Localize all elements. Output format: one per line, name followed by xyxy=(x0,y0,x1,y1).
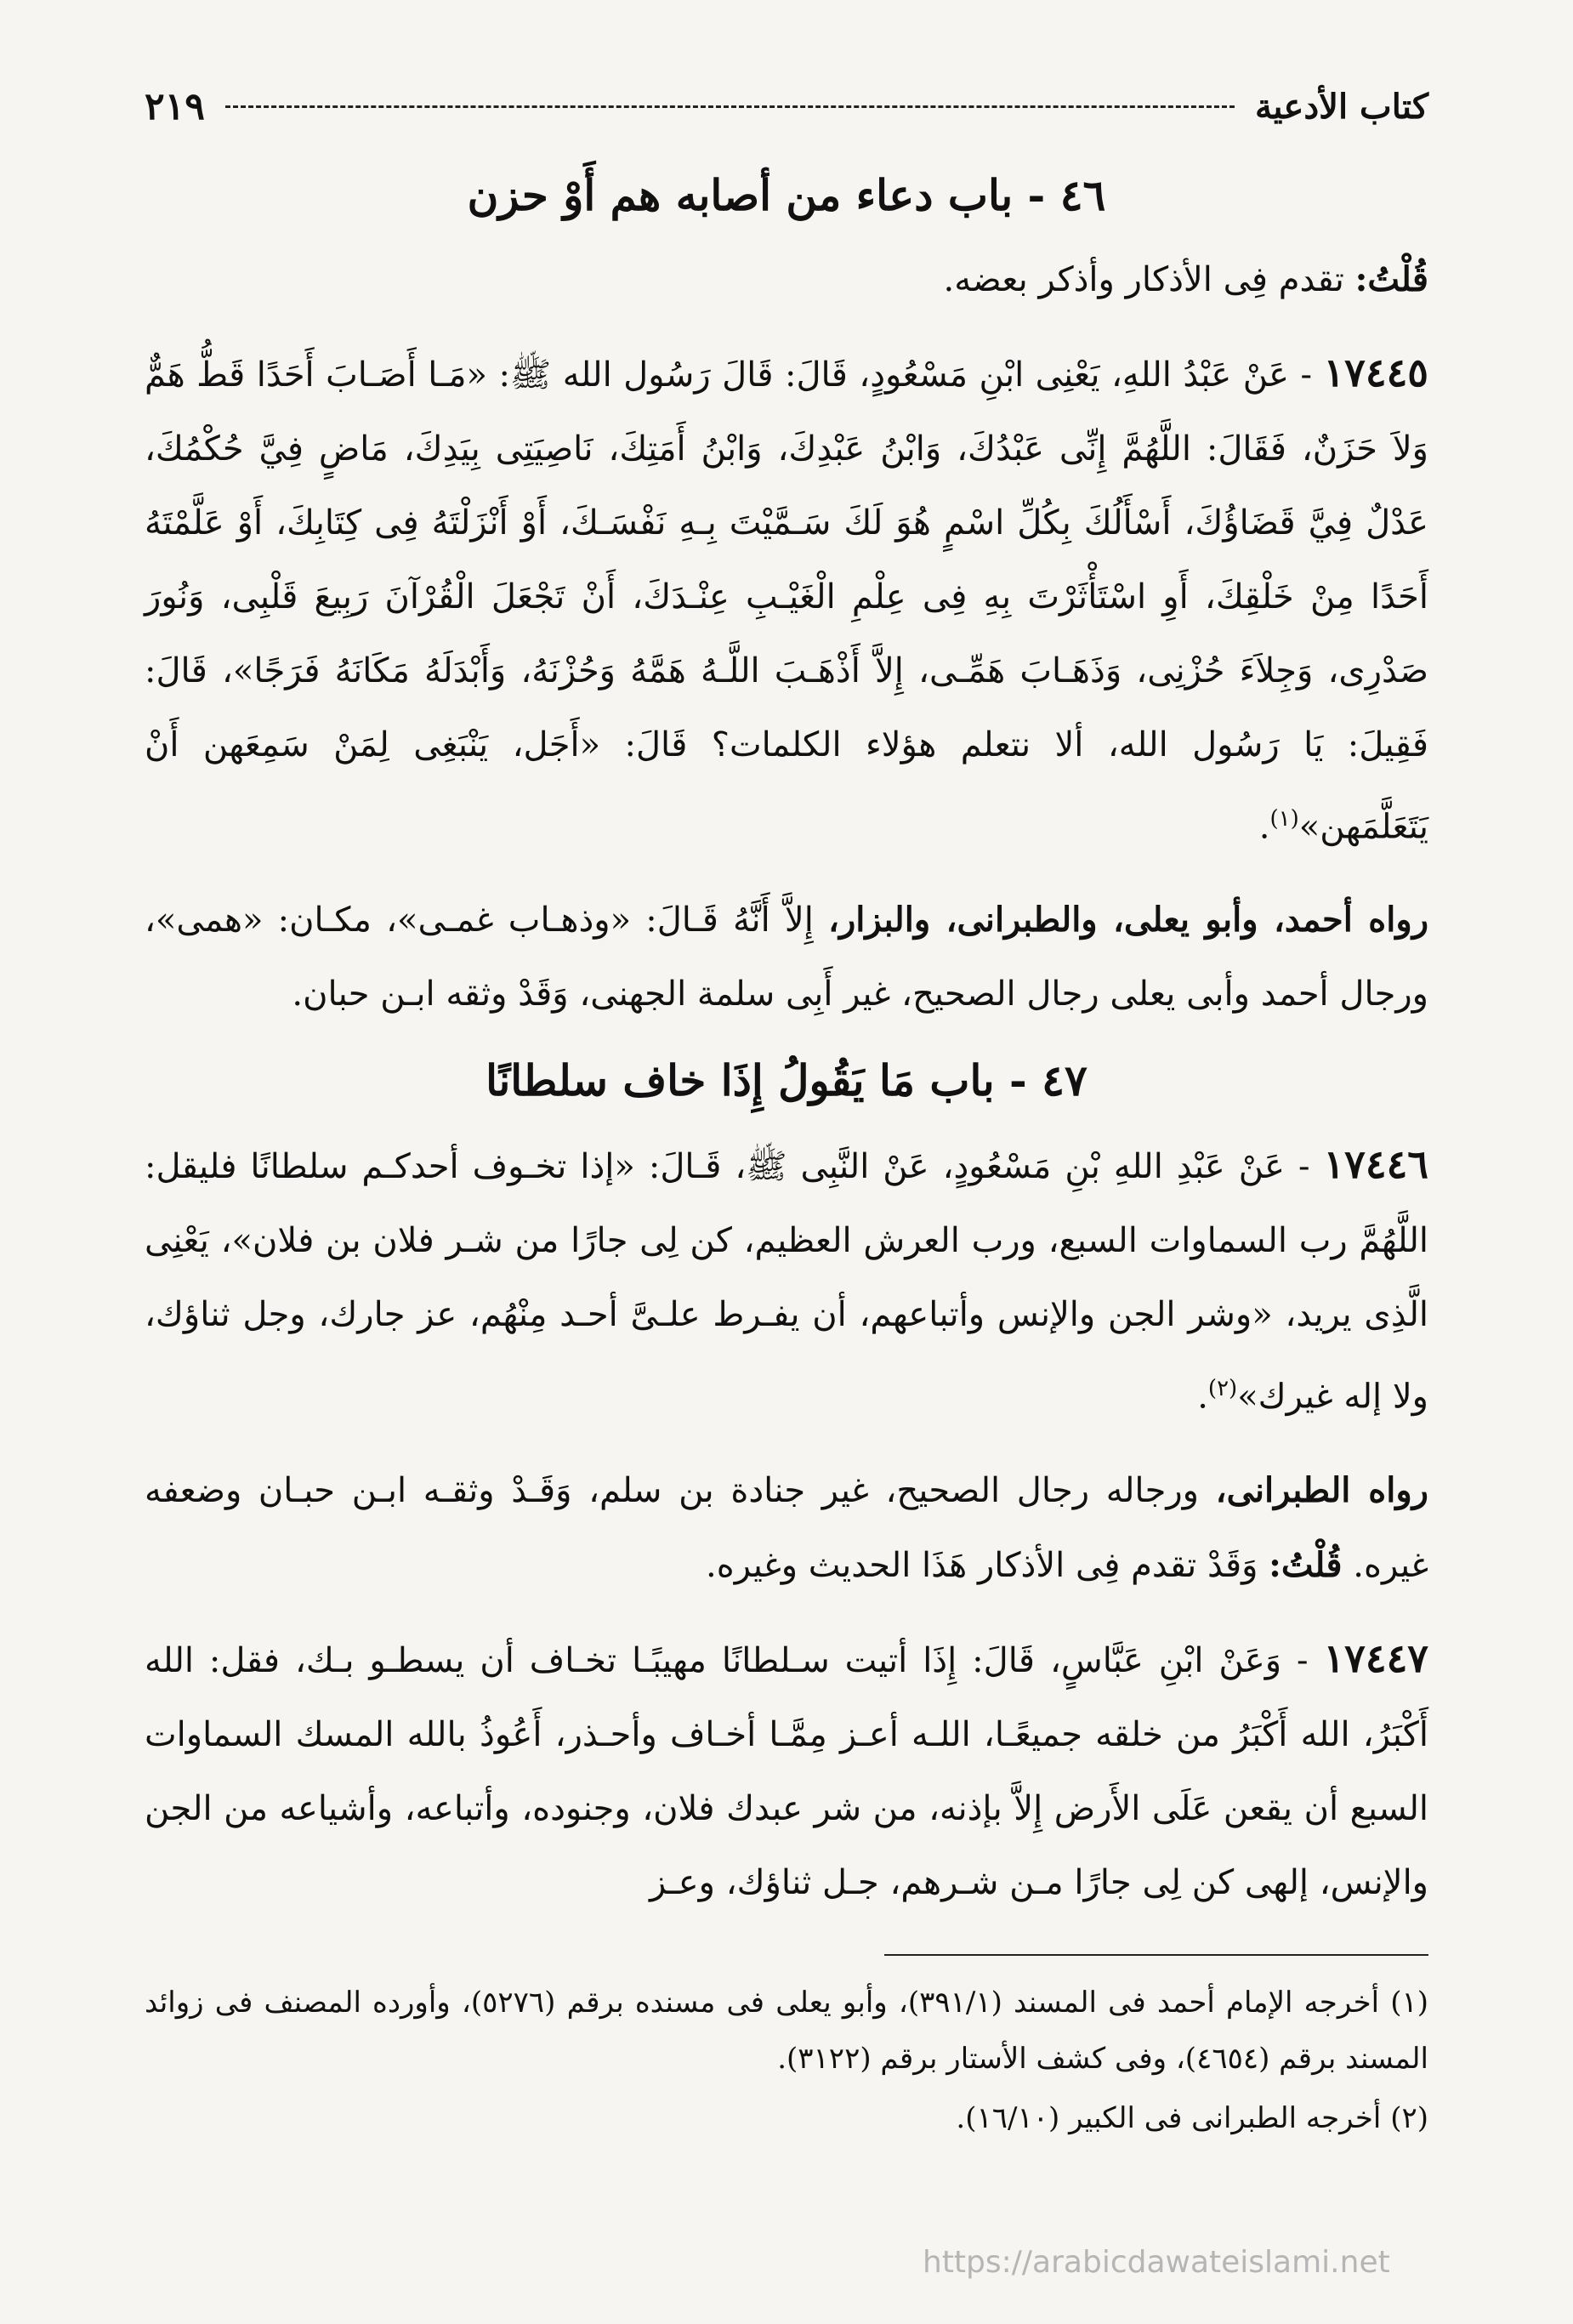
page-header xyxy=(145,77,1428,136)
footnote-ref-1[interactable]: (١) xyxy=(1269,806,1299,832)
hadith-end: . xyxy=(1197,1377,1208,1417)
hadith-17445 xyxy=(145,336,1428,864)
chapter-heading-46: ٤٦ - باب دعاء من أصابه هم أَوْ حزن xyxy=(467,170,1106,220)
narration-text: ورجاله رجال الصحيح، غير جنادة بن سلم، وَقَـدْ وثقـه ابـن حبـان وضعفه غيره. xyxy=(145,1470,1428,1585)
hadith-number: ١٧٤٤٦ xyxy=(1323,1141,1429,1188)
watermark: https://arabicdawateislami.net xyxy=(923,2245,1390,2280)
hadith-number: ١٧٤٤٥ xyxy=(1323,349,1428,395)
narration-text: إِلاَّ أَنَّهُ قَـالَ: «وذهـاب غمـى»، مكـان: «همى»، ورجال أحمد وأبى يعلى رجال الصحيح، غير أَبِى سلمة الجهنى، وَقَدْ وثقه ابـن حبان. xyxy=(145,901,1428,1014)
qult-text: وَقَدْ تقدم فِى الأذكار هَذَا الحديث وغيره. xyxy=(706,1545,1258,1585)
running-title: كتاب الأدعية xyxy=(1254,86,1428,127)
footnote-ref-2[interactable]: (٢) xyxy=(1207,1376,1238,1402)
narration-47 xyxy=(145,1453,1428,1603)
narration-46 xyxy=(145,883,1428,1031)
footnote-2: (٢) أخرجه الطبرانى فى الكبير (١٦/١٠). xyxy=(956,2100,1428,2135)
hadith-17446 xyxy=(145,1128,1428,1434)
hadith-17447 xyxy=(145,1622,1428,1920)
hadith-text: - عَنْ عَبْدُ اللهِ، يَعْنِى ابْنِ مَسْعُودٍ، قَالَ: قَالَ رَسُول الله ﷺ: «مَـا أَصَـابَ أَحَدًا قَطُّ هَمٌّ وَلاَ حَزَنٌ، فَقَالَ: اللَّهُمَّ إِنِّى عَبْدُكَ، وَابْنُ عَبْدِكَ، وَابْنُ أَمَتِكَ، نَاصِيَتِى بِيَدِكَ، مَاضٍ فِيَّ حُكْمُكَ، عَدْلٌ فِيَّ قَضَاؤُكَ، أَسْأَلُكَ بِكُلِّ اسْمٍ هُوَ لَكَ سَـمَّيْتَ بِـهِ نَفْسَـكَ، أَوْ أَنْزَلْتَهُ فِى كِتَابِكَ، أَوْ عَلَّمْتَهُ أَحَدًا مِنْ خَلْقِكَ، أَوِ اسْتَأْثَرْتَ بِهِ فِى عِلْمِ الْغَيْـبِ عِنْـدَكَ، أَنْ تَجْعَلَ الْقُرْآنَ رَبِيعَ قَلْبِى، وَنُورَ صَدْرِى، وَجِلاَءَ حُزْنِى، وَذَهَـابَ هَمِّـى، إِلاَّ أَذْهَـبَ اللَّـهُ هَمَّهُ وَحُزْنَهُ، وَأَبْدَلَهُ مَكَانَهُ فَرَجًا»، قَالَ: فَقِيلَ: يَا رَسُول الله، ألا نتعلم هؤلاء الكلمات؟ قَالَ: «أَجَل، يَنْبَغِى لِمَنْ سَمِعَهن أَنْ يَتَعَلَّمَهن» xyxy=(145,355,1428,847)
footnote-1: (١) أخرجه الإمام أحمد فى المسند (٣٩١/١)، وأبو يعلى فى مسنده برقم (٥٢٧٦)، وأورده المصنف فى زوائد المسند برقم (٤٦٥٤)، وفى كشف الأستار برقم (٣١٢٢). xyxy=(145,1985,1429,2076)
narration-lead: رواه أحمد، وأبو يعلى، والطبرانى، والبزار، xyxy=(828,900,1429,940)
narration-lead: رواه الطبرانى، xyxy=(1215,1469,1428,1510)
qult-text: تقدم فِى الأذكار وأذكر بعضه. xyxy=(943,260,1344,299)
chapter-heading-47: ٤٧ - باب مَا يَقُولُ إِذَا خاف سلطانًا xyxy=(486,1055,1087,1106)
footnote-separator xyxy=(884,1954,1428,1956)
page-number: ٢١٩ xyxy=(145,84,205,128)
qult-label: قُلْتُ: xyxy=(1269,1544,1343,1585)
qult-note-46 xyxy=(145,242,1428,317)
hadith-text: - عَنْ عَبْدِ اللهِ بْنِ مَسْعُودٍ، عَنْ النَّبِى ﷺ، قَـالَ: «إذا تخـوف أحدكـم سلطانًا فليقل: اللَّهُمَّ رب السماوات السبع، ورب العرش العظيم، كن لِى جارًا من شـر فلان بن فلان»، يَعْنِى الَّذِى يريد، «وشر الجن والإنس وأتباعهم، أن يفـرط علـىَّ أحـد مِنْهُم، عز جارك، وجل ثناؤك، ولا إله غيرك» xyxy=(145,1147,1428,1417)
hadith-end: . xyxy=(1258,807,1270,847)
header-divider xyxy=(225,105,1235,108)
qult-label: قُلْتُ: xyxy=(1354,259,1428,299)
hadith-number: ١٧٤٤٧ xyxy=(1323,1634,1429,1681)
hadith-text: - وَعَنْ ابْنِ عَبَّاسٍ، قَالَ: إِذَا أتيت سـلطانًا مهيبًـا تخـاف أن يسطـو بـك، فقل: الله أَكْبَرُ، الله أَكْبَرُ من خلقه جميعًـا، اللـه أعـز مِمَّـا أخـاف وأحـذر، أَعُوذُ بالله المسك السماوات السبع أن يقعن عَلَى الأَرض إِلاَّ بإذنه، من شر عبدك فلان، وجنوده، وأتباعه، وأشياعه من الجن والإنس، إلهى كن لِى جارًا مـن شـرهم، جـل ثناؤك، وعـز xyxy=(145,1640,1428,1902)
